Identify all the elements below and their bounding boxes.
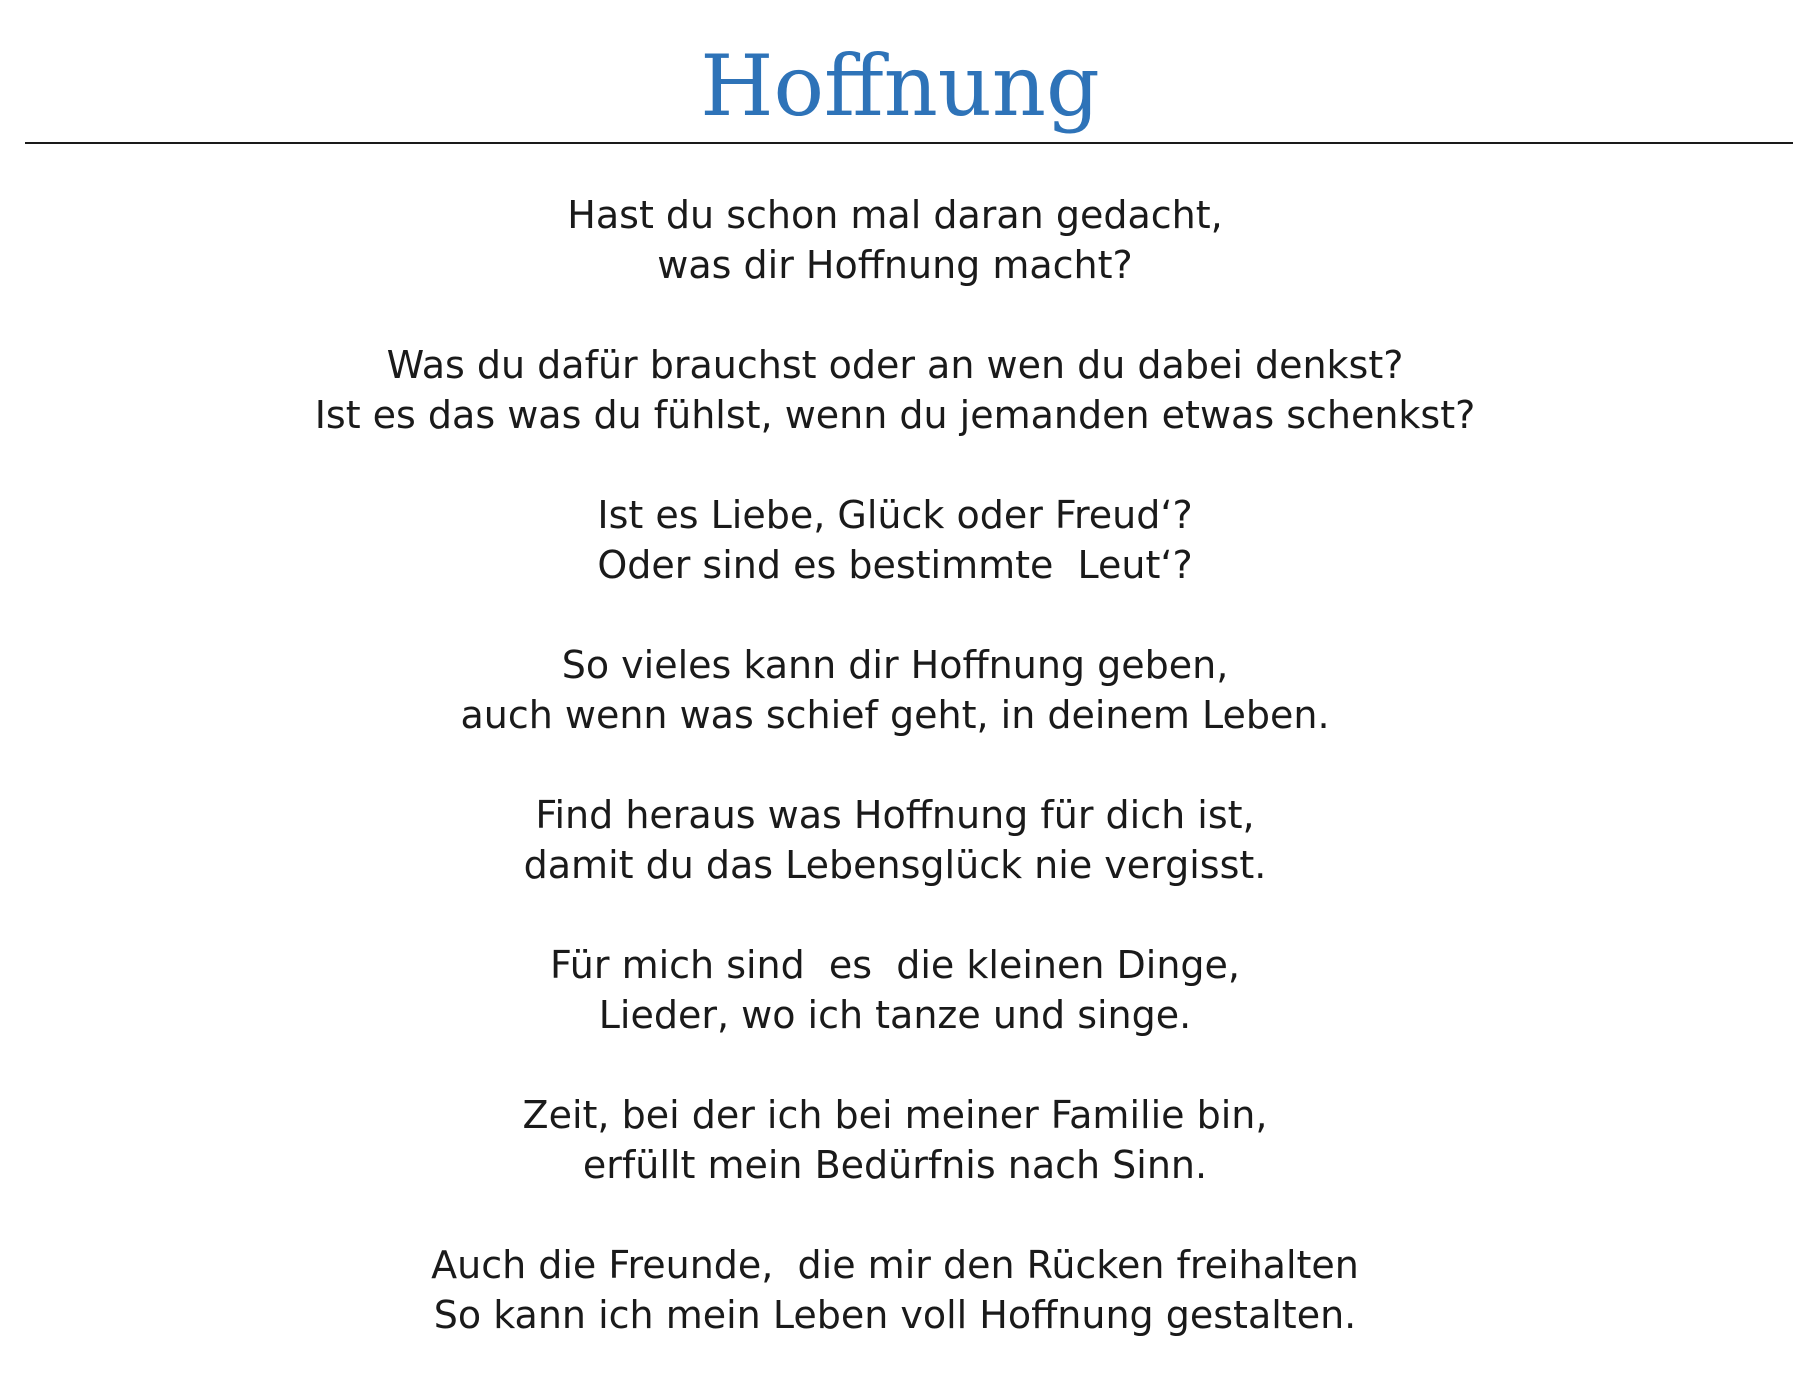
- poem-line: Oder sind es bestimmte Leut‘?: [597, 543, 1193, 587]
- poem-title: Hoffnung: [700, 37, 1100, 135]
- poem-line: So vieles kann dir Hoffnung geben,: [561, 643, 1229, 687]
- poem-line: So kann ich mein Leben voll Hoffnung gestalten.: [433, 1293, 1357, 1337]
- stanza: [0, 490, 1790, 640]
- stanza: [0, 1240, 1790, 1390]
- poem-line: Find heraus was Hoffnung für dich ist,: [535, 793, 1255, 837]
- stanza: [0, 940, 1790, 1090]
- poem-line: Auch die Freunde, die mir den Rücken freihalten: [431, 1243, 1359, 1287]
- poem-body: [0, 190, 1790, 1390]
- poem-line: Ist es das was du fühlst, wenn du jemanden etwas schenkst?: [314, 393, 1476, 437]
- poem-line: auch wenn was schief geht, in deinem Leben.: [460, 693, 1330, 737]
- poem-line: erfüllt mein Bedürfnis nach Sinn.: [582, 1143, 1208, 1187]
- poem-line: damit du das Lebensglück nie vergisst.: [523, 843, 1267, 887]
- poem-line: Lieder, wo ich tanze und singe.: [598, 993, 1192, 1037]
- poem-line: Ist es Liebe, Glück oder Freud‘?: [597, 493, 1193, 537]
- stanza: [0, 190, 1790, 340]
- stanza: [0, 1090, 1790, 1240]
- poem-line: Was du dafür brauchst oder an wen du dabei denkst?: [386, 343, 1404, 387]
- poem-line: Für mich sind es die kleinen Dinge,: [550, 943, 1240, 987]
- stanza: [0, 640, 1790, 790]
- stanza: [0, 340, 1790, 490]
- title-divider: [25, 142, 1793, 144]
- poem-line: Zeit, bei der ich bei meiner Familie bin,: [522, 1093, 1268, 1137]
- poem-line: was dir Hoffnung macht?: [657, 243, 1133, 287]
- poem-line: Hast du schon mal daran gedacht,: [567, 193, 1223, 237]
- stanza: [0, 790, 1790, 940]
